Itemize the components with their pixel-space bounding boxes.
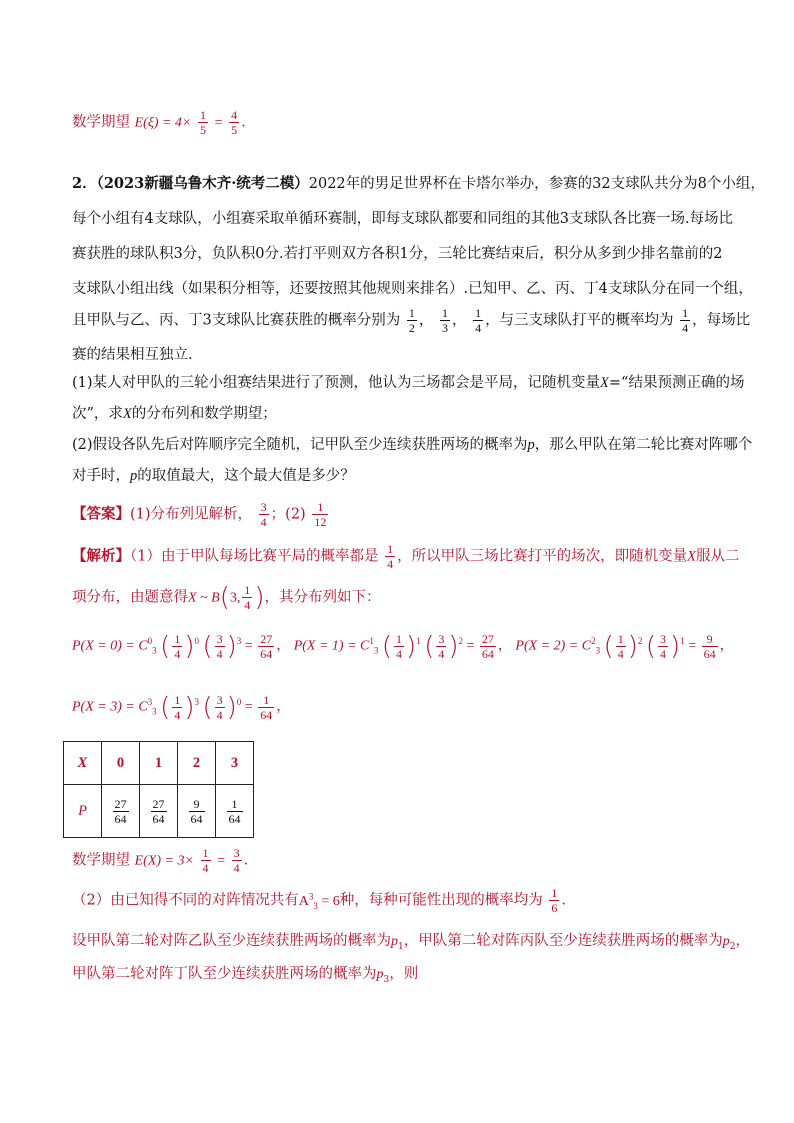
analysis-line-1: 【解析】（1）由于甲队每场比赛平局的概率都是 $\frac{1}{4}$ ，所以甲队三场比赛打平的场次，即随机变量X服从二: [72, 542, 740, 571]
fraction: $\frac{4}{5}$: [231, 108, 238, 137]
problem-line-2: 每个小组有4支球队，小组赛采取单循环赛制，即每支球队都要和同组的其他3支球队各比赛一场.每场比: [72, 211, 734, 227]
table-row: P $\frac{27}{64}$ $\frac{27}{64}$ $\frac{9}{64}$ $\frac{1}{64}$: [64, 785, 254, 838]
problem-line-5: 且甲队与乙、丙、丁3支球队比赛获胜的概率分别为 $\frac{1}{2}$ ， $\frac{1}{3}$ ， $\frac{1}{4}$ ，与三支球队打平的概率均为 $\frac{1}{4}$ ，每场比: [72, 306, 751, 335]
question-2-line-1: (2)假设各队先后对阵顺序完全随机，记甲队至少连续获胜两场的概率为p，那么甲队在第二轮比赛对阵哪个: [72, 437, 753, 453]
problem-line-4: 支球队小组出线（如果积分相等，还要按照其他规则来排名）.已知甲、乙、丙、丁4支球队分在同一个组，: [72, 281, 753, 297]
problem-line-3: 赛获胜的球队积3分，负队积0分.若打平则双方各积1分，三轮比赛结束后，积分从多到少排名靠前的2: [72, 246, 723, 262]
analysis-line-2: 项分布，由题意得X ~ B(3, $\frac{1}{4}$ )，其分布列如下：: [72, 582, 381, 613]
part2-line-1: （2）由已知得不同的对阵情况共有$A^3_3 = 6$种，每种可能性出现的概率均为 $\frac{1}{6}$ .: [72, 886, 566, 915]
expectation-line-1: 数学期望 E(ξ) = 4× $\frac{1}{5}$ = $\frac{4}{5}$ .: [72, 108, 246, 137]
distribution-table: [63, 741, 254, 838]
problem-line-6: 赛的结果相互独立.: [72, 347, 193, 363]
question-1-line-1: (1)某人对甲队的三轮小组赛结果进行了预测，他认为三场都会是平局，记随机变量X=“结果预测正确的场: [72, 375, 745, 391]
question-1-line-2: 次”，求X的分布列和数学期望；: [72, 406, 277, 422]
expectation-line-2: 数学期望 E(X) = 3× $\frac{1}{4}$ = $\frac{3}{4}$ .: [72, 846, 249, 875]
problem-line-1: 2．（2023新疆乌鲁木齐·统考二模）2022年的男足世界杯在卡塔尔举办，参赛的32支球队共分为8个小组，: [72, 175, 765, 192]
question-2-line-2: 对手时，p的取值最大，这个最大值是多少？: [72, 468, 355, 484]
answer-line: 【答案】(1)分布列见解析， $\frac{3}{4}$ ；(2) $\frac{1}{12}$: [72, 500, 327, 529]
fraction: $\frac{1}{5}$: [199, 108, 206, 137]
probability-line-2: $P(X = 3) = C^3_3$ ( $\frac{1}{4}$ )$^3$ ( $\frac{3}{4}$ )$^0$ = $\frac{1}{64}$ ，: [72, 692, 291, 723]
probability-line-1: $P(X = 0) = C^0_3$ ( $\frac{1}{4}$ )$^0$ ( $\frac{3}{4}$ )$^3$ = $\frac{27}{64}$ ， $P(X = 1) = C^1_3$ ( $\frac{1}{4}$ )$^1$ ( $\frac{3}{4}$ )$^2$ = $\frac{27}{64}$ ， $P(X = 2) = C^2_3$ ( $\frac{1}{4}$ )$^2$ ( $\frac{3}{4}$ )$^1$ = $\frac{9}{64}$ ，: [72, 631, 734, 662]
part2-line-3: 甲队第二轮对阵丁队至少连续获胜两场的概率为$p_3$，则: [72, 966, 419, 985]
table-header-row: X 0 1 2 3: [64, 742, 254, 785]
part2-line-2: 设甲队第二轮对阵乙队至少连续获胜两场的概率为$p_1$，甲队第二轮对阵丙队至少连续获胜两场的概率为$p_2$，: [72, 933, 750, 952]
